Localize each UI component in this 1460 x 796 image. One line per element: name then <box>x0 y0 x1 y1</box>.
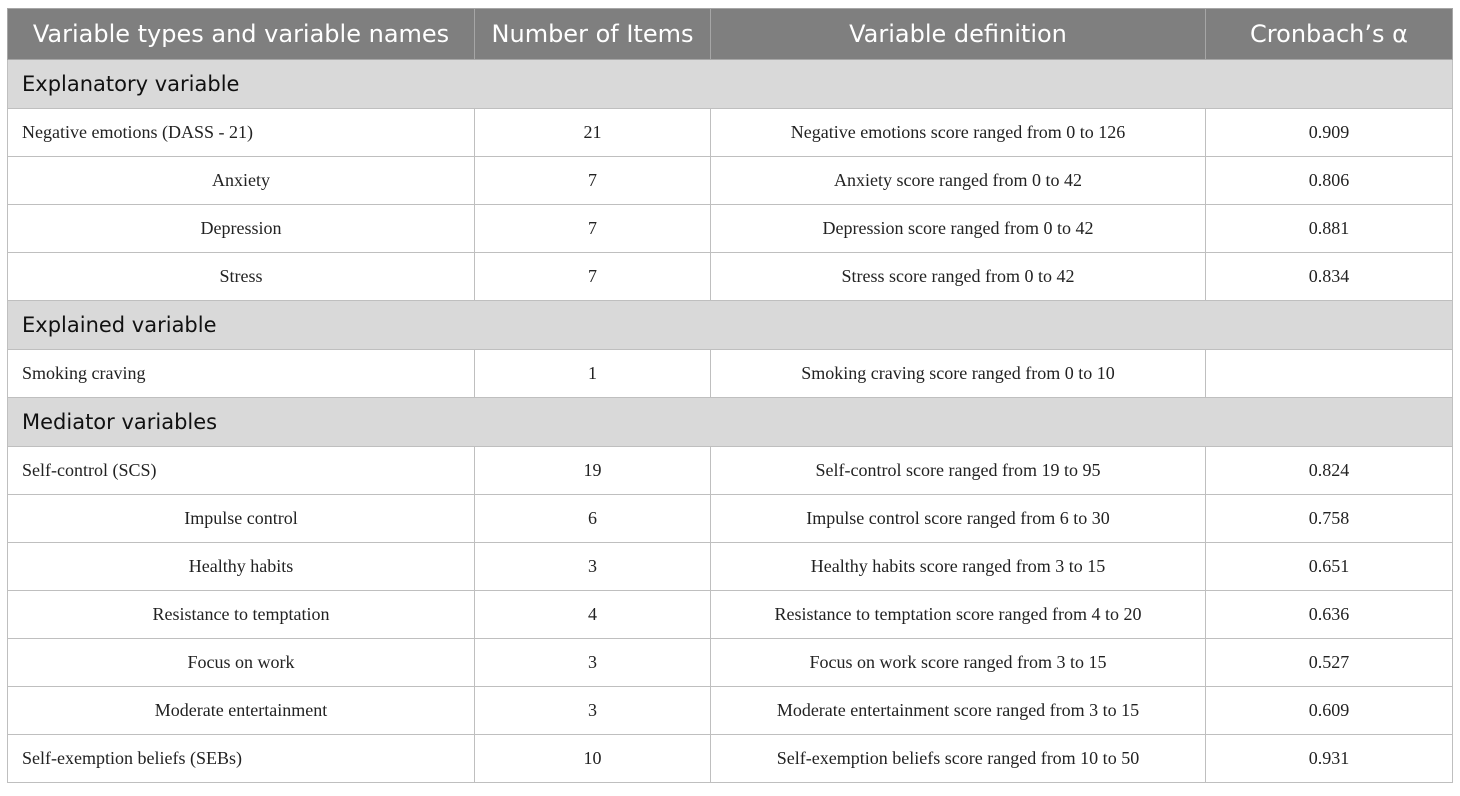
variable-definition: Anxiety score ranged from 0 to 42 <box>711 157 1206 205</box>
cronbach-alpha: 0.909 <box>1206 109 1453 157</box>
table-row <box>8 253 1453 301</box>
section-row-explained <box>8 301 1453 350</box>
table-row <box>8 687 1453 735</box>
variable-name: Resistance to temptation <box>8 591 475 639</box>
header-cronbach-alpha: Cronbach’s α <box>1206 9 1453 60</box>
item-count: 3 <box>475 543 711 591</box>
variables-table <box>7 8 1453 783</box>
item-count: 7 <box>475 253 711 301</box>
variable-definition: Impulse control score ranged from 6 to 30 <box>711 495 1206 543</box>
section-title: Explained variable <box>8 301 1453 350</box>
table-row <box>8 447 1453 495</box>
cronbach-alpha: 0.806 <box>1206 157 1453 205</box>
variable-name: Self-exemption beliefs (SEBs) <box>8 735 475 783</box>
variable-name: Depression <box>8 205 475 253</box>
table-row <box>8 205 1453 253</box>
item-count: 3 <box>475 687 711 735</box>
variable-definition: Smoking craving score ranged from 0 to 10 <box>711 350 1206 398</box>
variable-definition: Resistance to temptation score ranged from 4 to 20 <box>711 591 1206 639</box>
variable-definition: Self-exemption beliefs score ranged from 10 to 50 <box>711 735 1206 783</box>
item-count: 6 <box>475 495 711 543</box>
item-count: 19 <box>475 447 711 495</box>
table-row <box>8 591 1453 639</box>
variable-definition: Healthy habits score ranged from 3 to 15 <box>711 543 1206 591</box>
header-variable-names: Variable types and variable names <box>8 9 475 60</box>
section-row-mediator <box>8 398 1453 447</box>
variable-name: Healthy habits <box>8 543 475 591</box>
variable-definition: Depression score ranged from 0 to 42 <box>711 205 1206 253</box>
variable-name: Smoking craving <box>8 350 475 398</box>
cronbach-alpha: 0.609 <box>1206 687 1453 735</box>
variable-name: Focus on work <box>8 639 475 687</box>
cronbach-alpha: 0.636 <box>1206 591 1453 639</box>
cronbach-alpha: 0.824 <box>1206 447 1453 495</box>
table-row <box>8 109 1453 157</box>
variable-name: Negative emotions (DASS - 21) <box>8 109 475 157</box>
variable-name: Impulse control <box>8 495 475 543</box>
item-count: 1 <box>475 350 711 398</box>
table-row <box>8 157 1453 205</box>
variable-definition: Moderate entertainment score ranged from 3 to 15 <box>711 687 1206 735</box>
cronbach-alpha: 0.881 <box>1206 205 1453 253</box>
header-number-of-items: Number of Items <box>475 9 711 60</box>
cronbach-alpha: 0.758 <box>1206 495 1453 543</box>
variable-definition: Negative emotions score ranged from 0 to 126 <box>711 109 1206 157</box>
section-title: Explanatory variable <box>8 60 1453 109</box>
table-row <box>8 350 1453 398</box>
variable-definition: Stress score ranged from 0 to 42 <box>711 253 1206 301</box>
section-row-explanatory <box>8 60 1453 109</box>
item-count: 4 <box>475 591 711 639</box>
variable-name: Moderate entertainment <box>8 687 475 735</box>
cronbach-alpha: 0.931 <box>1206 735 1453 783</box>
header-variable-definition: Variable definition <box>711 9 1206 60</box>
variable-name: Self-control (SCS) <box>8 447 475 495</box>
item-count: 7 <box>475 205 711 253</box>
item-count: 7 <box>475 157 711 205</box>
section-title: Mediator variables <box>8 398 1453 447</box>
item-count: 3 <box>475 639 711 687</box>
cronbach-alpha: 0.527 <box>1206 639 1453 687</box>
item-count: 10 <box>475 735 711 783</box>
header-row <box>8 9 1453 60</box>
table-row <box>8 543 1453 591</box>
item-count: 21 <box>475 109 711 157</box>
table-row <box>8 735 1453 783</box>
cronbach-alpha: 0.651 <box>1206 543 1453 591</box>
variable-name: Stress <box>8 253 475 301</box>
table-row <box>8 495 1453 543</box>
table-row <box>8 639 1453 687</box>
variable-definition: Focus on work score ranged from 3 to 15 <box>711 639 1206 687</box>
cronbach-alpha <box>1206 350 1453 398</box>
variable-name: Anxiety <box>8 157 475 205</box>
cronbach-alpha: 0.834 <box>1206 253 1453 301</box>
variable-definition: Self-control score ranged from 19 to 95 <box>711 447 1206 495</box>
